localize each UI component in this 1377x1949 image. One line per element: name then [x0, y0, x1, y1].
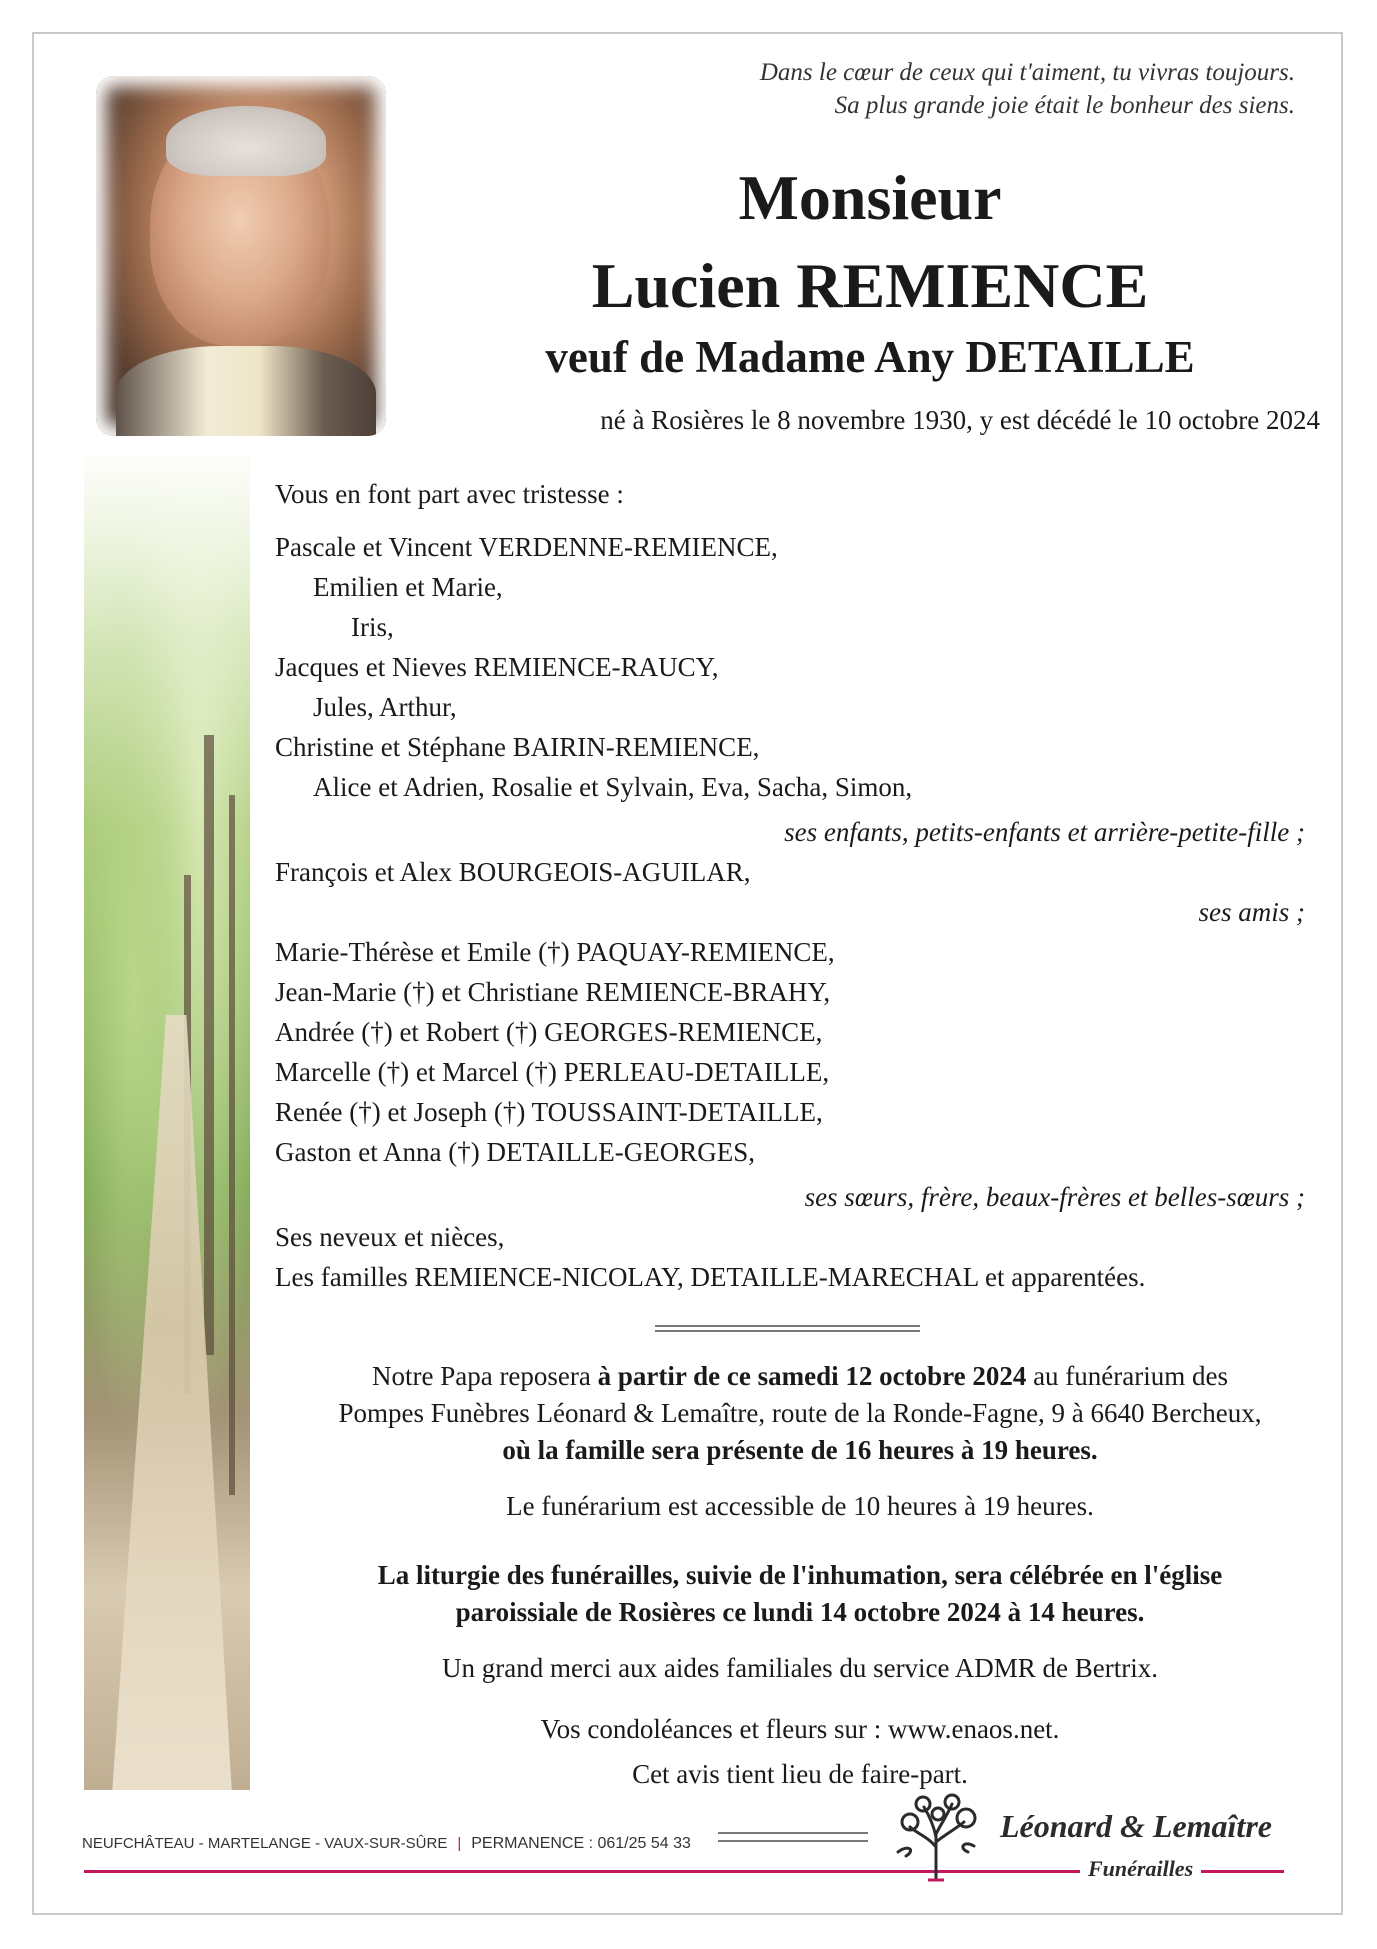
brand-subtitle: Funérailles [1080, 1856, 1201, 1882]
family-line: Emilien et Marie, [313, 572, 503, 602]
widowed-of: veuf de Madame Any DETAILLE [545, 332, 1195, 382]
family-line: Les familles REMIENCE-NICOLAY, DETAILLE-MARECHAL et apparentées. [275, 1262, 1146, 1292]
visitation-line-1: Notre Papa reposera à partir de ce samedi 12 octobre 2024 au funérarium des [371, 1361, 1228, 1391]
family-line: Gaston et Anna (†) DETAILLE-GEORGES, [275, 1137, 755, 1167]
family-line: Jules, Arthur, [313, 692, 457, 722]
footer-contact [82, 1835, 691, 1853]
section-divider [655, 1325, 920, 1332]
portrait-photo [96, 76, 386, 436]
family-line: Marcelle (†) et Marcel (†) PERLEAU-DETAILLE, [275, 1057, 830, 1087]
liturgy-line-1: La liturgie des funérailles, suivie de l'inhumation, sera célébrée en l'église [377, 1560, 1223, 1590]
family-line: Jacques et Nieves REMIENCE-RAUCY, [275, 652, 719, 682]
quote-line-1: Dans le cœur de ceux qui t'aiment, tu vivras toujours. [759, 59, 1295, 86]
notice-line: Cet avis tient lieu de faire-part. [632, 1759, 968, 1789]
deceased-name: Lucien REMIENCE [591, 250, 1149, 321]
honorific: Monsieur [738, 162, 1002, 233]
family-line: Renée (†) et Joseph (†) TOUSSAINT-DETAILLE, [275, 1097, 823, 1127]
tree-logo-icon [888, 1792, 988, 1882]
family-line: Alice et Adrien, Rosalie et Sylvain, Eva, Sacha, Simon, [313, 772, 913, 802]
portrait-hair [166, 106, 326, 176]
family-intro: Vous en font part avec tristesse : [275, 479, 624, 509]
footer-double-rule [718, 1832, 868, 1842]
family-line: Andrée (†) et Robert (†) GEORGES-REMIENCE, [275, 1017, 823, 1047]
liturgy-line-2: paroissiale de Rosières ce lundi 14 octobre 2024 à 14 heures. [455, 1597, 1145, 1627]
thanks-line: Un grand merci aux aides familiales du service ADMR de Bertrix. [441, 1653, 1159, 1683]
footer-locations: NEUFCHÂTEAU - MARTELANGE - VAUX-SUR-SÛRE [82, 1835, 448, 1852]
family-line: Christine et Stéphane BAIRIN-REMIENCE, [275, 732, 760, 762]
funerarium-access: Le funérarium est accessible de 10 heures à 19 heures. [506, 1491, 1094, 1521]
quote-line-2: Sa plus grande joie était le bonheur des siens. [834, 92, 1295, 119]
family-line: Pascale et Vincent VERDENNE-REMIENCE, [275, 532, 778, 562]
footer-permanence: PERMANENCE : 061/25 54 33 [471, 1835, 691, 1852]
forest-path-image [84, 455, 250, 1790]
liturgy-info [270, 1557, 1330, 1631]
family-line: Jean-Marie (†) et Christiane REMIENCE-BRAHY, [275, 977, 831, 1007]
family-line: François et Alex BOURGEOIS-AGUILAR, [275, 857, 751, 887]
epitaph-quote [760, 56, 1295, 122]
family-list [275, 474, 1315, 1297]
portrait-shirt [116, 346, 376, 436]
visitation-info [270, 1358, 1330, 1469]
brand-name: Léonard & Lemaître [1000, 1808, 1272, 1844]
visitation-line-3: où la famille sera présente de 16 heures à 19 heures. [502, 1435, 1098, 1465]
visitation-line-2: Pompes Funèbres Léonard & Lemaître, route de la Ronde-Fagne, 9 à 6640 Bercheux, [338, 1398, 1262, 1428]
children-role: ses enfants, petits-enfants et arrière-petite-fille ; [784, 817, 1305, 847]
siblings-role: ses sœurs, frère, beaux-frères et belles-sœurs ; [804, 1182, 1305, 1212]
family-line: Iris, [351, 612, 394, 642]
forest-path [112, 1015, 232, 1790]
family-line: Marie-Thérèse et Emile (†) PAQUAY-REMIENCE, [275, 937, 835, 967]
condolences-line: Vos condoléances et fleurs sur : www.enaos.net. [540, 1714, 1060, 1744]
friends-role: ses amis ; [1198, 897, 1305, 927]
birth-death-line: né à Rosières le 8 novembre 1930, y est décédé le 10 octobre 2024 [600, 405, 1320, 435]
footer-separator: | [457, 1835, 462, 1852]
family-line: Ses neveux et nièces, [275, 1222, 505, 1252]
